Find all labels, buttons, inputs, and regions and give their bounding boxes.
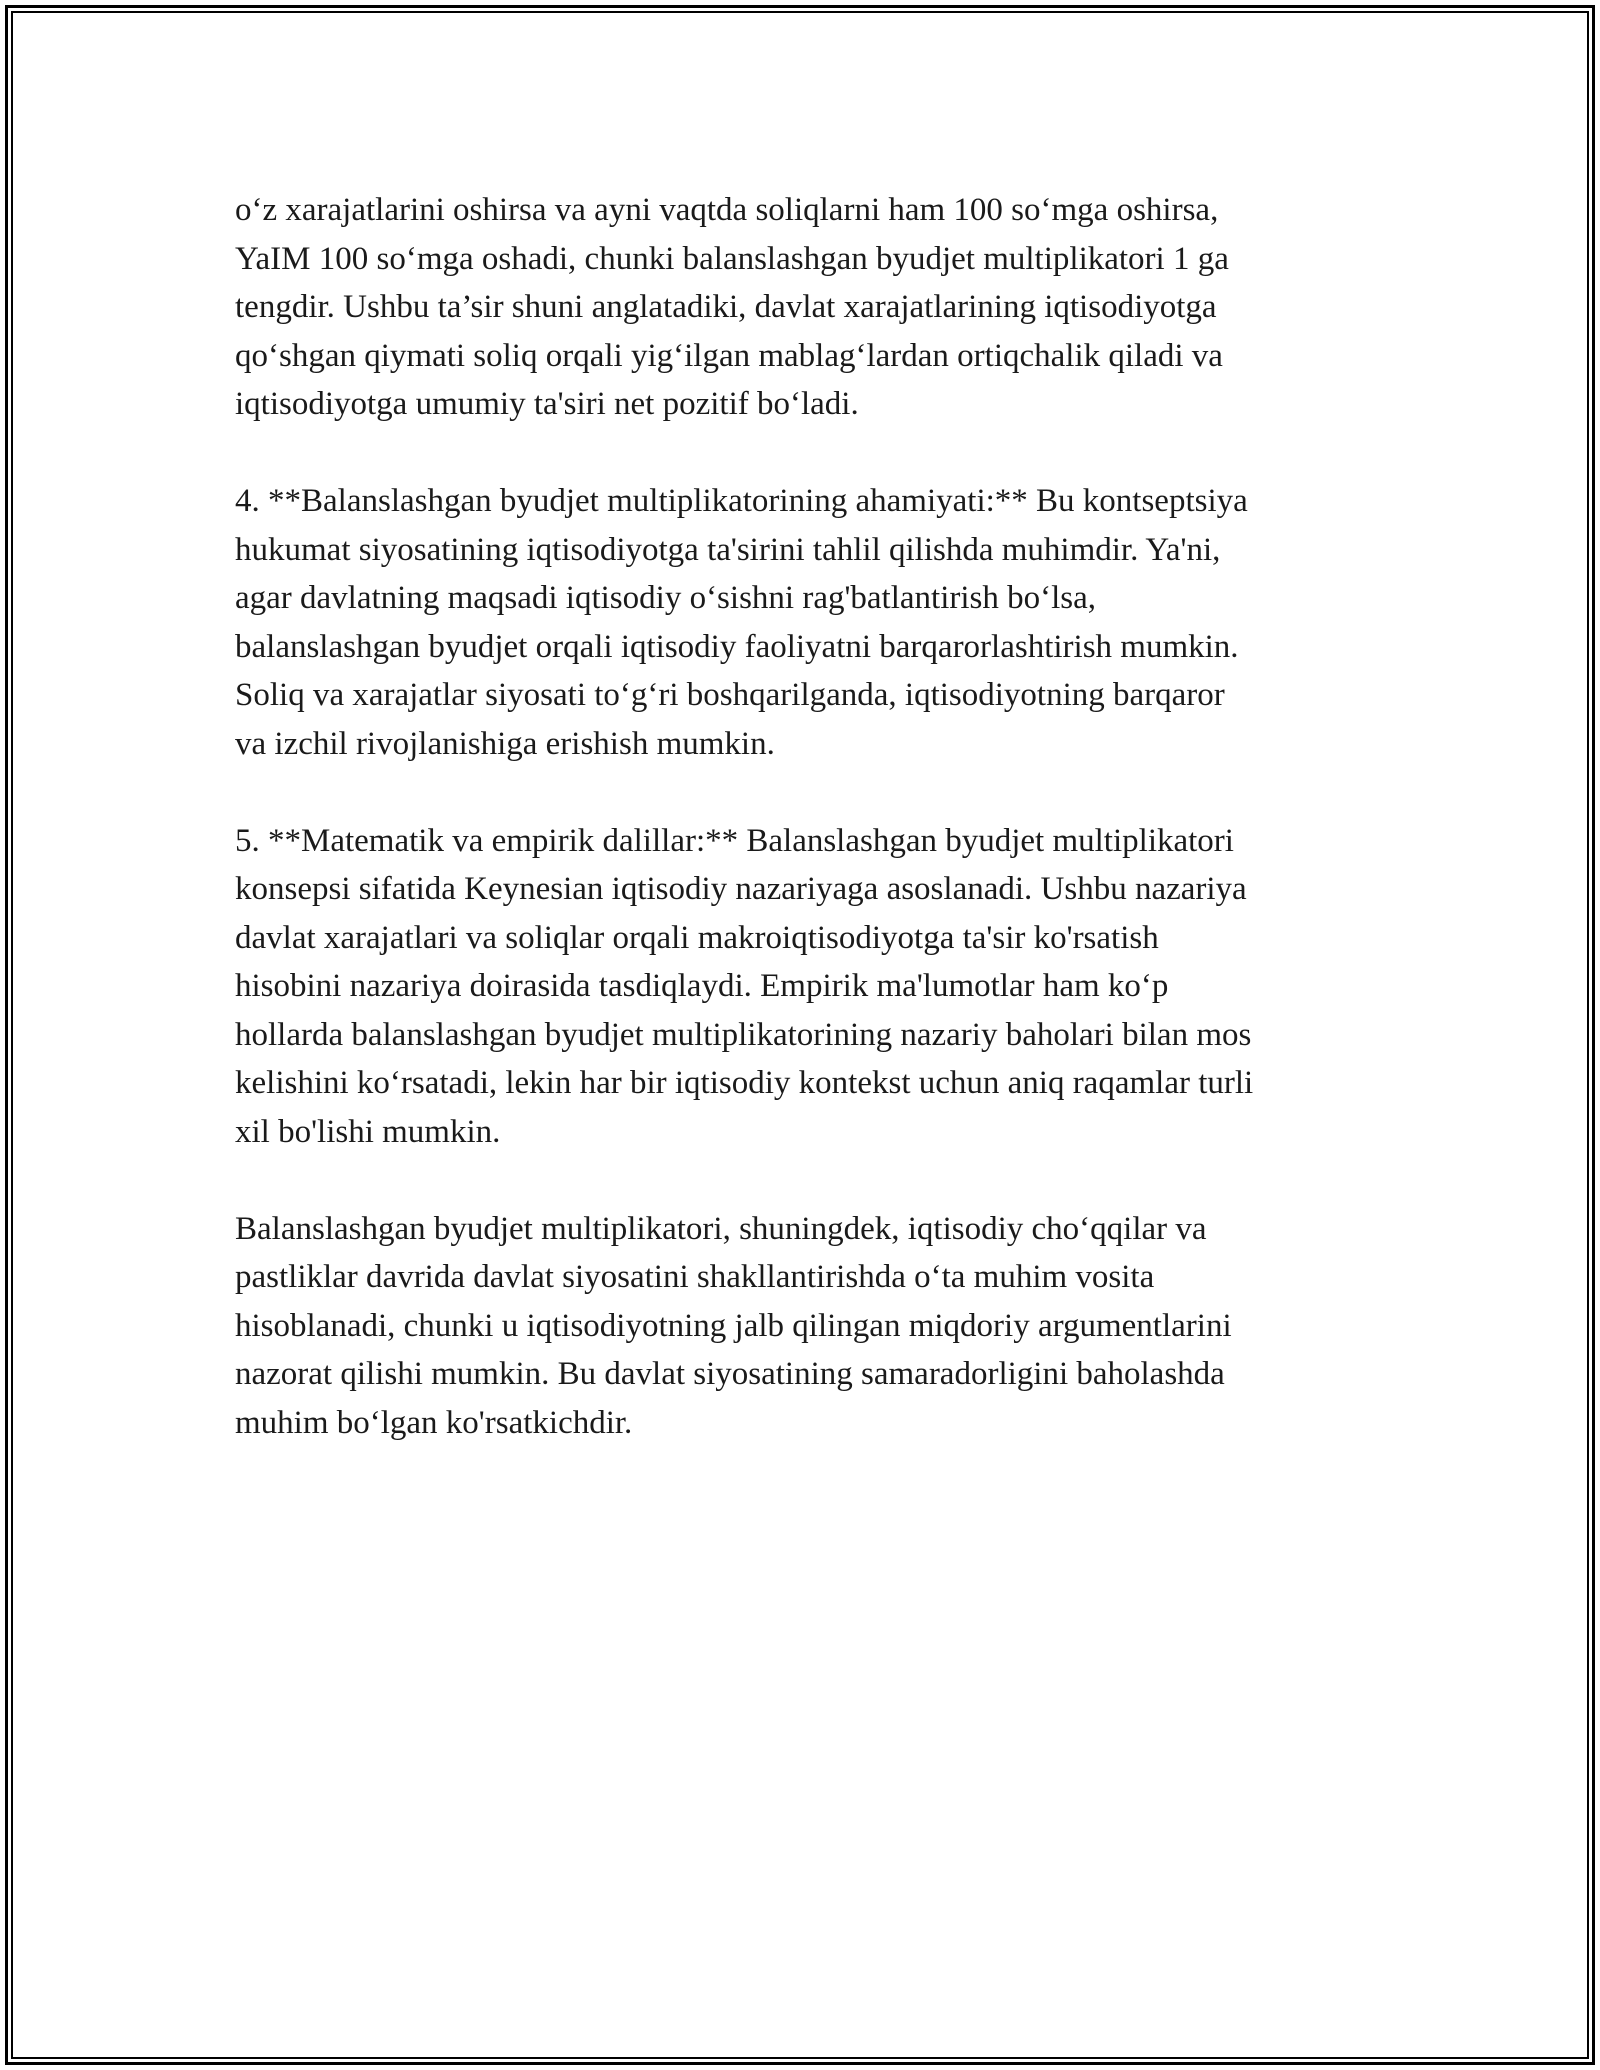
- text-line: Soliq va xarajatlar siyosati to‘g‘ri boshqarilganda, iqtisodiyotning barqaror: [235, 677, 1225, 713]
- text-line: tengdir. Ushbu ta’sir shuni anglatadiki, davlat xarajatlarining iqtisodiyotga: [235, 289, 1217, 325]
- text-line: muhim bo‘lgan ko'rsatkichdir.: [235, 1404, 633, 1441]
- text-line: balanslashgan byudjet orqali iqtisodiy faoliyatni barqarorlashtirish mumkin.: [235, 628, 1239, 665]
- text-line: hollarda balanslashgan byudjet multiplikatorining nazariy baholari bilan mos: [235, 1016, 1252, 1053]
- text-line: 5. **Matematik va empirik dalillar:** Balanslashgan byudjet multiplikatori: [235, 822, 1234, 859]
- text-line: qo‘shgan qiymati soliq orqali yig‘ilgan mablag‘lardan ortiqchalik qiladi va: [235, 337, 1223, 374]
- paragraph-conclusion: [235, 1205, 1370, 1448]
- text-line: iqtisodiyotga umumiy ta'siri net pozitif bo‘ladi.: [235, 386, 859, 422]
- text-line: konsepsi sifatida Keynesian iqtisodiy nazariyaga asoslanadi. Ushbu nazariya: [235, 871, 1247, 907]
- document-body: [235, 186, 1370, 1496]
- text-line: va izchil rivojlanishiga erishish mumkin.: [235, 725, 775, 762]
- text-line: kelishini ko‘rsatadi, lekin har bir iqtisodiy kontekst uchun aniq raqamlar turli: [235, 1065, 1254, 1101]
- paragraph-item-5: [235, 817, 1370, 1157]
- text-line: agar davlatning maqsadi iqtisodiy o‘sishni rag'batlantirish bo‘lsa,: [235, 580, 1097, 616]
- text-line: nazorat qilishi mumkin. Bu davlat siyosatining samaradorligini baholashda: [235, 1356, 1225, 1392]
- text-line: YaIM 100 so‘mga oshadi, chunki balanslashgan byudjet multiplikatori 1 ga: [235, 240, 1229, 277]
- text-line: Balanslashgan byudjet multiplikatori, shuningdek, iqtisodiy cho‘qqilar va: [235, 1210, 1207, 1247]
- paragraph-continuation: [235, 186, 1370, 429]
- paragraph-item-4: [235, 477, 1370, 768]
- text-line: davlat xarajatlari va soliqlar orqali makroiqtisodiyotga ta'sir ko'rsatish: [235, 919, 1159, 956]
- text-line: hisoblanadi, chunki u iqtisodiyotning jalb qilingan miqdoriy argumentlarini: [235, 1307, 1232, 1344]
- text-line: hisobini nazariya doirasida tasdiqlaydi. Empirik ma'lumotlar ham ko‘p: [235, 968, 1169, 1004]
- text-line: xil bo'lishi mumkin.: [235, 1113, 501, 1150]
- text-line: o‘z xarajatlarini oshirsa va ayni vaqtda soliqlarni ham 100 so‘mga oshirsa,: [235, 192, 1219, 228]
- text-line: pastliklar davrida davlat siyosatini shakllantirishda o‘ta muhim vosita: [235, 1259, 1155, 1295]
- text-line: 4. **Balanslashgan byudjet multiplikatorining ahamiyati:** Bu kontseptsiya: [235, 483, 1248, 519]
- text-line: hukumat siyosatining iqtisodiyotga ta'sirini tahlil qilishda muhimdir. Ya'ni,: [235, 531, 1221, 568]
